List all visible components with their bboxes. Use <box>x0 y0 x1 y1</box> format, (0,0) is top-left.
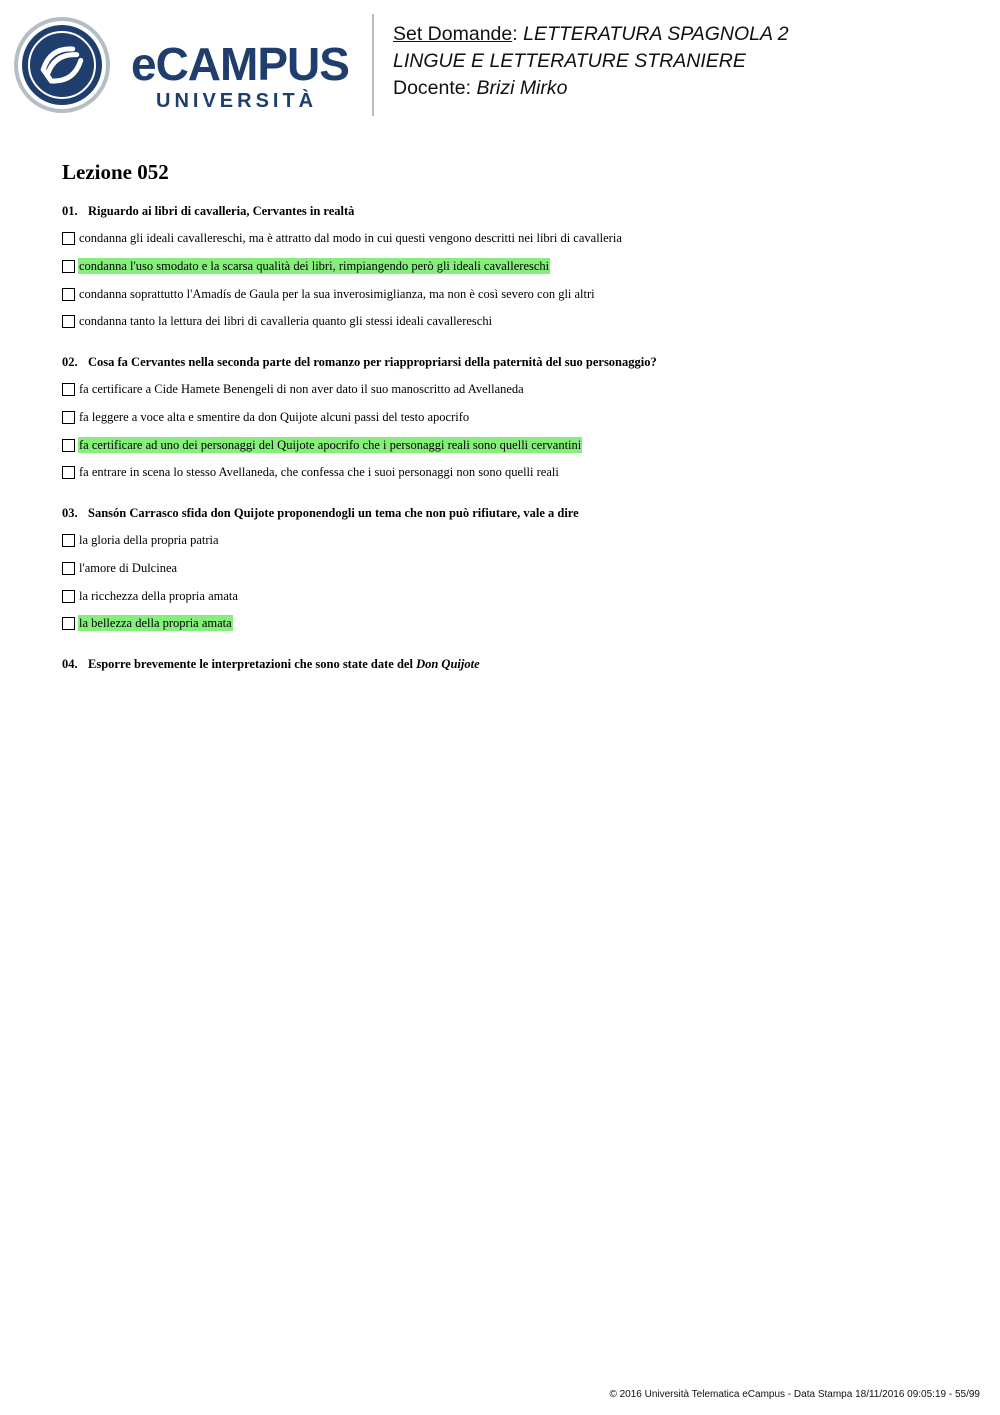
answer-text: condanna tanto la lettura dei libri di cavalleria quanto gli stessi ideali cavallereschi <box>79 314 493 328</box>
answer-text: condanna gli ideali cavallereschi, ma è attratto dal modo in cui questi vengono descritti nei libri di cavalleria <box>79 231 622 245</box>
question-text-italic: Don Quijote <box>416 657 480 671</box>
question-03 <box>62 506 579 521</box>
question-text: Cosa fa Cervantes nella seconda parte del romanzo per riappropriarsi della paternità del suo personaggio? <box>88 355 657 369</box>
answer-03-a[interactable] <box>62 532 220 548</box>
checkbox[interactable] <box>62 232 75 245</box>
logo-wordmark: eCAMPUS <box>131 38 349 90</box>
question-text: Esporre brevemente le interpretazioni che sono state date del <box>88 657 413 671</box>
question-number: 01. <box>62 204 78 218</box>
answer-03-c[interactable] <box>62 588 239 604</box>
set-label: Set Domande <box>393 23 513 45</box>
answer-text: fa leggere a voce alta e smentire da don Quijote alcuni passi del testo apocrifo <box>79 410 470 424</box>
checkbox[interactable] <box>62 466 75 479</box>
checkbox[interactable] <box>62 411 75 424</box>
header-divider <box>372 14 374 116</box>
degree-name: LINGUE E LETTERATURE STRANIERE <box>393 50 746 72</box>
answer-text-highlighted: la bellezza della propria amata <box>79 616 232 630</box>
question-04 <box>62 657 480 672</box>
answer-text: la gloria della propria patria <box>79 533 219 547</box>
question-number: 02. <box>62 355 78 369</box>
checkbox[interactable] <box>62 590 75 603</box>
checkbox[interactable] <box>62 288 75 301</box>
answer-01-b[interactable] <box>62 258 550 274</box>
teacher-label: Docente: <box>393 77 472 99</box>
answer-03-d[interactable] <box>62 615 233 631</box>
answer-text: fa entrare in scena lo stesso Avellaneda, che confessa che i suoi personaggi non sono quelli reali <box>79 465 559 479</box>
checkbox[interactable] <box>62 439 75 452</box>
answer-01-a[interactable] <box>62 230 623 246</box>
answer-text: fa certificare a Cide Hamete Benengeli di non aver dato il suo manoscritto ad Avellaneda <box>79 382 524 396</box>
answer-text: condanna soprattutto l'Amadís de Gaula per la sua inverosimiglianza, ma non è così severo con gli altri <box>79 287 595 301</box>
question-01 <box>62 204 354 219</box>
question-text: Riguardo ai libri di cavalleria, Cervantes in realtà <box>88 204 355 218</box>
checkbox[interactable] <box>62 562 75 575</box>
answer-02-c[interactable] <box>62 437 582 453</box>
lesson-title: Lezione 052 <box>62 160 169 184</box>
checkbox[interactable] <box>62 383 75 396</box>
answer-01-d[interactable] <box>62 313 493 329</box>
answer-text: l'amore di Dulcinea <box>79 561 178 575</box>
answer-02-a[interactable] <box>62 381 525 397</box>
answer-03-b[interactable] <box>62 560 178 576</box>
checkbox[interactable] <box>62 534 75 547</box>
question-number: 03. <box>62 506 78 520</box>
checkbox[interactable] <box>62 315 75 328</box>
checkbox[interactable] <box>62 617 75 630</box>
answer-text-highlighted: condanna l'uso smodato e la scarsa qualità dei libri, rimpiangendo però gli ideali cavallereschi <box>79 259 550 273</box>
answer-01-c[interactable] <box>62 286 596 302</box>
question-02 <box>62 355 657 370</box>
checkbox[interactable] <box>62 260 75 273</box>
answer-02-d[interactable] <box>62 464 560 480</box>
answer-02-b[interactable] <box>62 409 470 425</box>
answer-text: la ricchezza della propria amata <box>79 589 238 603</box>
answer-text-highlighted: fa certificare ad uno dei personaggi del Quijote apocrifo che i personaggi reali sono quelli cervantini <box>79 438 582 452</box>
question-text: Sansón Carrasco sfida don Quijote proponendogli un tema che non può rifiutare, vale a dire <box>88 506 579 520</box>
question-number: 04. <box>62 657 78 671</box>
course-name: LETTERATURA SPAGNOLA 2 <box>523 23 789 45</box>
logo-subtitle: UNIVERSITÀ <box>156 90 318 112</box>
page-footer: © 2016 Università Telematica eCampus - Data Stampa 18/11/2016 09:05:19 - 55/99 <box>609 1389 980 1400</box>
teacher-name: Brizi Mirko <box>476 77 568 99</box>
logo-emblem-icon <box>14 17 110 113</box>
ecampus-logo <box>14 14 359 116</box>
course-header: Set Domande: LETTERATURA SPAGNOLA 2 LINGUE E LETTERATURE STRANIERE Docente: Brizi Mirko <box>393 23 789 99</box>
